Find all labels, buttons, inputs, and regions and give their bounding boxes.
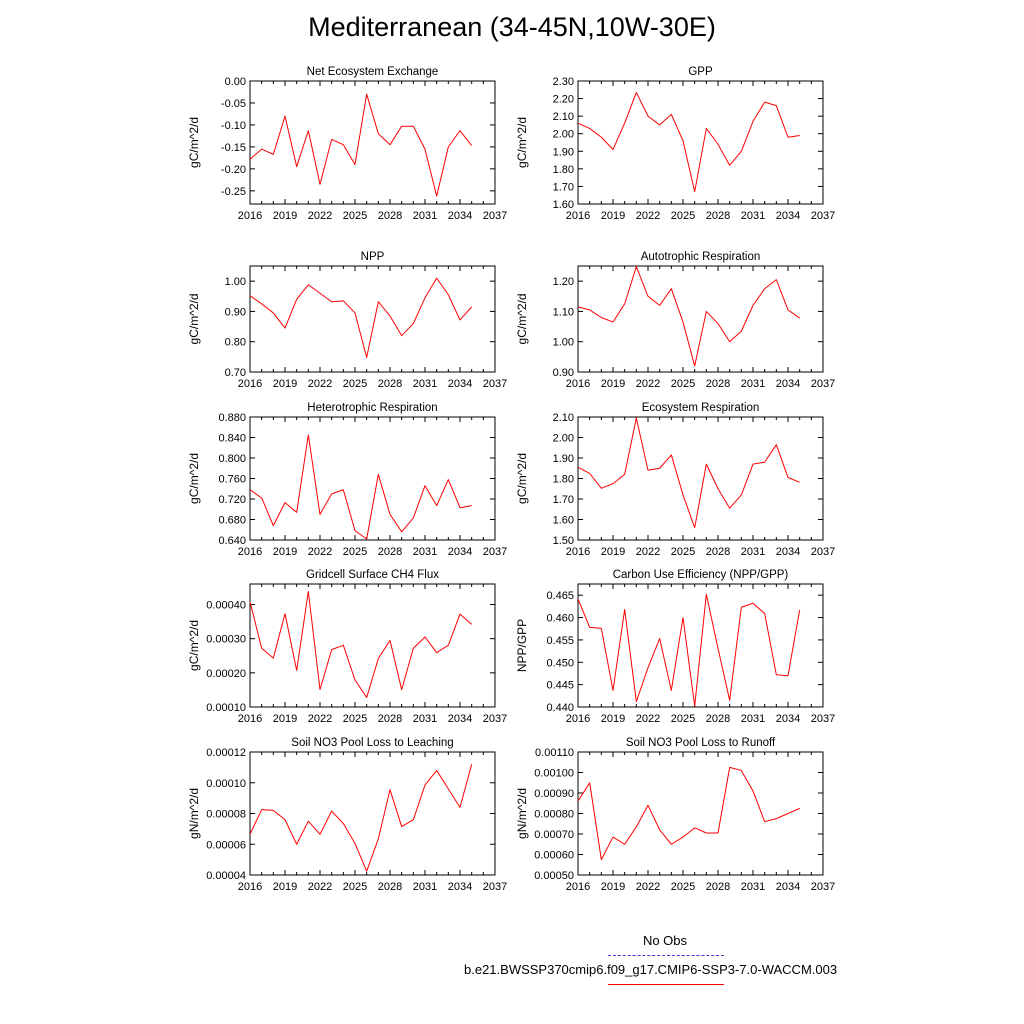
plot-frame-6 — [250, 584, 495, 707]
x-tick-label-1-2028: 2028 — [705, 210, 731, 222]
x-tick-label-4-2034: 2034 — [447, 546, 473, 558]
x-tick-label-3-2034: 2034 — [775, 378, 801, 390]
y-tick-label-4-2: 0.720 — [218, 494, 246, 506]
series-line-5-0 — [578, 418, 800, 528]
y-axis-label-7: NPP/GPP — [515, 618, 529, 673]
x-tick-label-7-2037: 2037 — [810, 713, 836, 725]
y-axis-label-6: gC/m^2/d — [187, 620, 201, 671]
x-tick-label-2-2031: 2031 — [412, 378, 438, 390]
series-line-7-0 — [578, 594, 800, 706]
chart-title-2: NPP — [360, 251, 385, 263]
y-axis-label-4: gC/m^2/d — [187, 453, 201, 504]
x-tick-label-0-2016: 2016 — [237, 210, 263, 222]
x-tick-label-7-2028: 2028 — [705, 713, 731, 725]
x-tick-label-3-2019: 2019 — [600, 378, 626, 390]
x-tick-label-8-2019: 2019 — [272, 881, 298, 893]
x-tick-label-1-2037: 2037 — [810, 210, 836, 222]
y-tick-label-6-0: 0.00010 — [206, 702, 246, 714]
y-axis-label-8: gN/m^2/d — [187, 788, 201, 839]
y-tick-label-5-1: 1.60 — [552, 514, 574, 527]
y-tick-label-4-3: 0.760 — [218, 473, 246, 486]
x-tick-label-8-2028: 2028 — [377, 881, 403, 893]
x-tick-label-2-2034: 2034 — [447, 378, 473, 390]
series-line-0-0 — [250, 94, 472, 196]
y-tick-label-4-1: 0.680 — [218, 514, 246, 527]
y-tick-label-4-0: 0.640 — [218, 535, 246, 547]
x-tick-label-3-2022: 2022 — [635, 378, 661, 390]
x-tick-label-9-2025: 2025 — [670, 881, 696, 893]
x-tick-label-8-2022: 2022 — [307, 881, 333, 893]
y-tick-label-7-5: 0.465 — [546, 590, 574, 603]
y-tick-label-8-1: 0.00006 — [206, 839, 246, 852]
y-tick-label-9-0: 0.00050 — [534, 870, 574, 882]
legend-model-label: b.e21.BWSSP370cmip6.f09_g17.CMIP6-SSP3-7.0-WACCM.003 — [464, 962, 838, 977]
x-tick-label-2-2037: 2037 — [482, 378, 508, 390]
x-tick-label-4-2031: 2031 — [412, 546, 438, 558]
y-tick-label-2-2: 0.90 — [224, 306, 246, 319]
y-tick-label-3-0: 0.90 — [552, 367, 574, 379]
chart-title-6: Gridcell Surface CH4 Flux — [306, 569, 439, 581]
x-tick-label-8-2031: 2031 — [412, 881, 438, 893]
x-tick-label-6-2034: 2034 — [447, 713, 473, 725]
x-tick-label-1-2019: 2019 — [600, 210, 626, 222]
y-tick-label-0-5: -0.25 — [220, 185, 246, 198]
x-tick-label-8-2016: 2016 — [237, 881, 263, 893]
y-tick-label-8-0: 0.00004 — [206, 870, 246, 882]
y-tick-label-9-2: 0.00070 — [534, 829, 574, 841]
y-tick-label-1-7: 2.30 — [552, 76, 574, 88]
x-tick-label-9-2037: 2037 — [810, 881, 836, 893]
y-tick-label-4-4: 0.800 — [218, 453, 246, 465]
x-tick-label-2-2028: 2028 — [377, 378, 403, 390]
y-tick-label-1-1: 1.70 — [552, 181, 574, 194]
x-tick-label-5-2031: 2031 — [740, 546, 766, 558]
y-tick-label-9-1: 0.00060 — [534, 849, 574, 862]
chart-title-1: GPP — [688, 66, 713, 78]
y-tick-label-7-1: 0.445 — [546, 679, 574, 692]
x-tick-label-1-2034: 2034 — [775, 210, 801, 222]
y-tick-label-3-2: 1.10 — [552, 306, 574, 319]
y-tick-label-7-0: 0.440 — [546, 702, 574, 714]
y-tick-label-5-5: 2.00 — [552, 432, 574, 445]
plot-frame-2 — [250, 266, 495, 372]
y-tick-label-4-6: 0.880 — [218, 412, 246, 424]
x-tick-label-5-2022: 2022 — [635, 546, 661, 558]
x-tick-label-1-2025: 2025 — [670, 210, 696, 222]
x-tick-label-6-2037: 2037 — [482, 713, 508, 725]
y-tick-label-1-2: 1.80 — [552, 163, 574, 176]
y-axis-label-1: gC/m^2/d — [515, 117, 529, 168]
y-tick-label-6-1: 0.00020 — [206, 667, 246, 680]
x-tick-label-5-2019: 2019 — [600, 546, 626, 558]
y-tick-label-8-2: 0.00008 — [206, 808, 246, 821]
y-tick-label-7-2: 0.450 — [546, 657, 574, 670]
x-tick-label-3-2025: 2025 — [670, 378, 696, 390]
legend-model-swatch — [608, 984, 724, 985]
x-tick-label-6-2031: 2031 — [412, 713, 438, 725]
series-line-8-0 — [250, 764, 472, 871]
y-tick-label-5-0: 1.50 — [552, 535, 574, 547]
y-tick-label-2-3: 1.00 — [224, 276, 246, 289]
x-tick-label-0-2025: 2025 — [342, 210, 368, 222]
x-tick-label-4-2022: 2022 — [307, 546, 333, 558]
x-tick-label-6-2022: 2022 — [307, 713, 333, 725]
y-tick-label-0-1: -0.05 — [220, 97, 246, 110]
x-tick-label-8-2025: 2025 — [342, 881, 368, 893]
y-tick-label-9-6: 0.00110 — [535, 747, 574, 759]
x-tick-label-9-2022: 2022 — [635, 881, 661, 893]
y-axis-label-3: gC/m^2/d — [515, 293, 529, 345]
y-axis-label-5: gC/m^2/d — [515, 453, 529, 504]
y-tick-label-5-2: 1.70 — [552, 494, 574, 506]
plot-frame-8 — [250, 752, 495, 875]
y-tick-label-4-5: 0.840 — [218, 432, 246, 445]
x-tick-label-7-2025: 2025 — [670, 713, 696, 725]
x-tick-label-8-2037: 2037 — [482, 881, 508, 893]
series-line-1-0 — [578, 92, 800, 191]
series-line-4-0 — [250, 435, 472, 539]
y-tick-label-9-3: 0.00080 — [534, 808, 574, 821]
x-tick-label-6-2025: 2025 — [342, 713, 368, 725]
y-tick-label-8-4: 0.00012 — [206, 747, 246, 759]
legend-obs-label: No Obs — [642, 933, 688, 948]
x-tick-label-9-2031: 2031 — [740, 881, 766, 893]
x-tick-label-3-2037: 2037 — [810, 378, 836, 390]
y-tick-label-3-3: 1.20 — [552, 276, 574, 289]
x-tick-label-3-2028: 2028 — [705, 378, 731, 390]
chart-title-7: Carbon Use Efficiency (NPP/GPP) — [612, 569, 789, 581]
y-tick-label-1-5: 2.10 — [552, 111, 574, 124]
x-tick-label-1-2031: 2031 — [740, 210, 766, 222]
x-tick-label-7-2022: 2022 — [635, 713, 661, 725]
y-tick-label-8-3: 0.00010 — [206, 777, 246, 790]
x-tick-label-6-2028: 2028 — [377, 713, 403, 725]
x-tick-label-0-2022: 2022 — [307, 210, 333, 222]
chart-title-4: Heterotrophic Respiration — [307, 402, 438, 414]
chart-title-9: Soil NO3 Pool Loss to Runoff — [625, 737, 776, 749]
x-tick-label-3-2031: 2031 — [740, 378, 766, 390]
y-tick-label-9-4: 0.00090 — [534, 788, 574, 800]
x-tick-label-4-2019: 2019 — [272, 546, 298, 558]
y-tick-label-1-3: 1.90 — [552, 146, 574, 159]
x-tick-label-2-2025: 2025 — [342, 378, 368, 390]
x-tick-label-0-2037: 2037 — [482, 210, 508, 222]
chart-title-8: Soil NO3 Pool Loss to Leaching — [291, 737, 454, 749]
x-tick-label-5-2025: 2025 — [670, 546, 696, 558]
x-tick-label-4-2037: 2037 — [482, 546, 508, 558]
x-tick-label-9-2019: 2019 — [600, 881, 626, 893]
plot-frame-0 — [250, 81, 495, 204]
x-tick-label-2-2022: 2022 — [307, 378, 333, 390]
y-tick-label-2-1: 0.80 — [224, 336, 246, 349]
y-axis-label-9: gN/m^2/d — [515, 788, 529, 839]
y-tick-label-9-5: 0.00100 — [534, 767, 574, 780]
x-tick-label-7-2019: 2019 — [600, 713, 626, 725]
x-tick-label-2-2016: 2016 — [237, 378, 263, 390]
x-tick-label-1-2016: 2016 — [565, 210, 591, 222]
y-tick-label-0-3: -0.15 — [220, 141, 246, 154]
x-tick-label-4-2028: 2028 — [377, 546, 403, 558]
y-tick-label-1-0: 1.60 — [552, 199, 574, 211]
x-tick-label-1-2022: 2022 — [635, 210, 661, 222]
plot-frame-9 — [578, 752, 823, 875]
x-tick-label-9-2028: 2028 — [705, 881, 731, 893]
y-tick-label-7-4: 0.460 — [546, 612, 574, 625]
y-tick-label-0-2: -0.10 — [220, 119, 246, 132]
y-axis-label-2: gC/m^2/d — [187, 293, 201, 345]
x-tick-label-7-2031: 2031 — [740, 713, 766, 725]
plot-frame-1 — [578, 81, 823, 204]
x-tick-label-6-2016: 2016 — [237, 713, 263, 725]
plot-frame-5 — [578, 417, 823, 540]
x-tick-label-0-2019: 2019 — [272, 210, 298, 222]
x-tick-label-6-2019: 2019 — [272, 713, 298, 725]
y-tick-label-6-3: 0.00040 — [206, 599, 246, 612]
y-tick-label-0-4: -0.20 — [220, 163, 246, 176]
x-tick-label-9-2016: 2016 — [565, 881, 591, 893]
chart-title-3: Autotrophic Respiration — [640, 251, 761, 263]
y-tick-label-2-0: 0.70 — [224, 367, 246, 379]
page-title: Mediterranean (34-45N,10W-30E) — [308, 12, 716, 42]
x-tick-label-0-2028: 2028 — [377, 210, 403, 222]
series-line-9-0 — [578, 767, 800, 859]
x-tick-label-5-2016: 2016 — [565, 546, 591, 558]
series-line-2-0 — [250, 278, 472, 357]
plot-frame-4 — [250, 417, 495, 540]
y-tick-label-1-4: 2.00 — [552, 128, 574, 141]
x-tick-label-3-2016: 2016 — [565, 378, 591, 390]
x-tick-label-5-2037: 2037 — [810, 546, 836, 558]
y-tick-label-6-2: 0.00030 — [206, 633, 246, 646]
x-tick-label-0-2034: 2034 — [447, 210, 473, 222]
y-tick-label-1-6: 2.20 — [552, 93, 574, 106]
y-tick-label-3-1: 1.00 — [552, 336, 574, 349]
x-tick-label-9-2034: 2034 — [775, 881, 801, 893]
x-tick-label-2-2019: 2019 — [272, 378, 298, 390]
x-tick-label-4-2016: 2016 — [237, 546, 263, 558]
x-tick-label-0-2031: 2031 — [412, 210, 438, 222]
y-tick-label-5-3: 1.80 — [552, 473, 574, 486]
legend-obs-swatch — [608, 955, 724, 956]
x-tick-label-8-2034: 2034 — [447, 881, 473, 893]
chart-title-0: Net Ecosystem Exchange — [306, 66, 439, 78]
x-tick-label-7-2034: 2034 — [775, 713, 801, 725]
y-tick-label-5-4: 1.90 — [552, 453, 574, 465]
x-tick-label-4-2025: 2025 — [342, 546, 368, 558]
series-line-3-0 — [578, 267, 800, 366]
series-line-6-0 — [250, 592, 472, 698]
x-tick-label-5-2034: 2034 — [775, 546, 801, 558]
y-tick-label-0-0: 0.00 — [224, 76, 246, 88]
y-axis-label-0: gC/m^2/d — [187, 117, 201, 168]
x-tick-label-7-2016: 2016 — [565, 713, 591, 725]
y-tick-label-7-3: 0.455 — [546, 634, 574, 647]
y-tick-label-5-6: 2.10 — [552, 412, 574, 424]
x-tick-label-5-2028: 2028 — [705, 546, 731, 558]
chart-title-5: Ecosystem Respiration — [641, 402, 760, 414]
